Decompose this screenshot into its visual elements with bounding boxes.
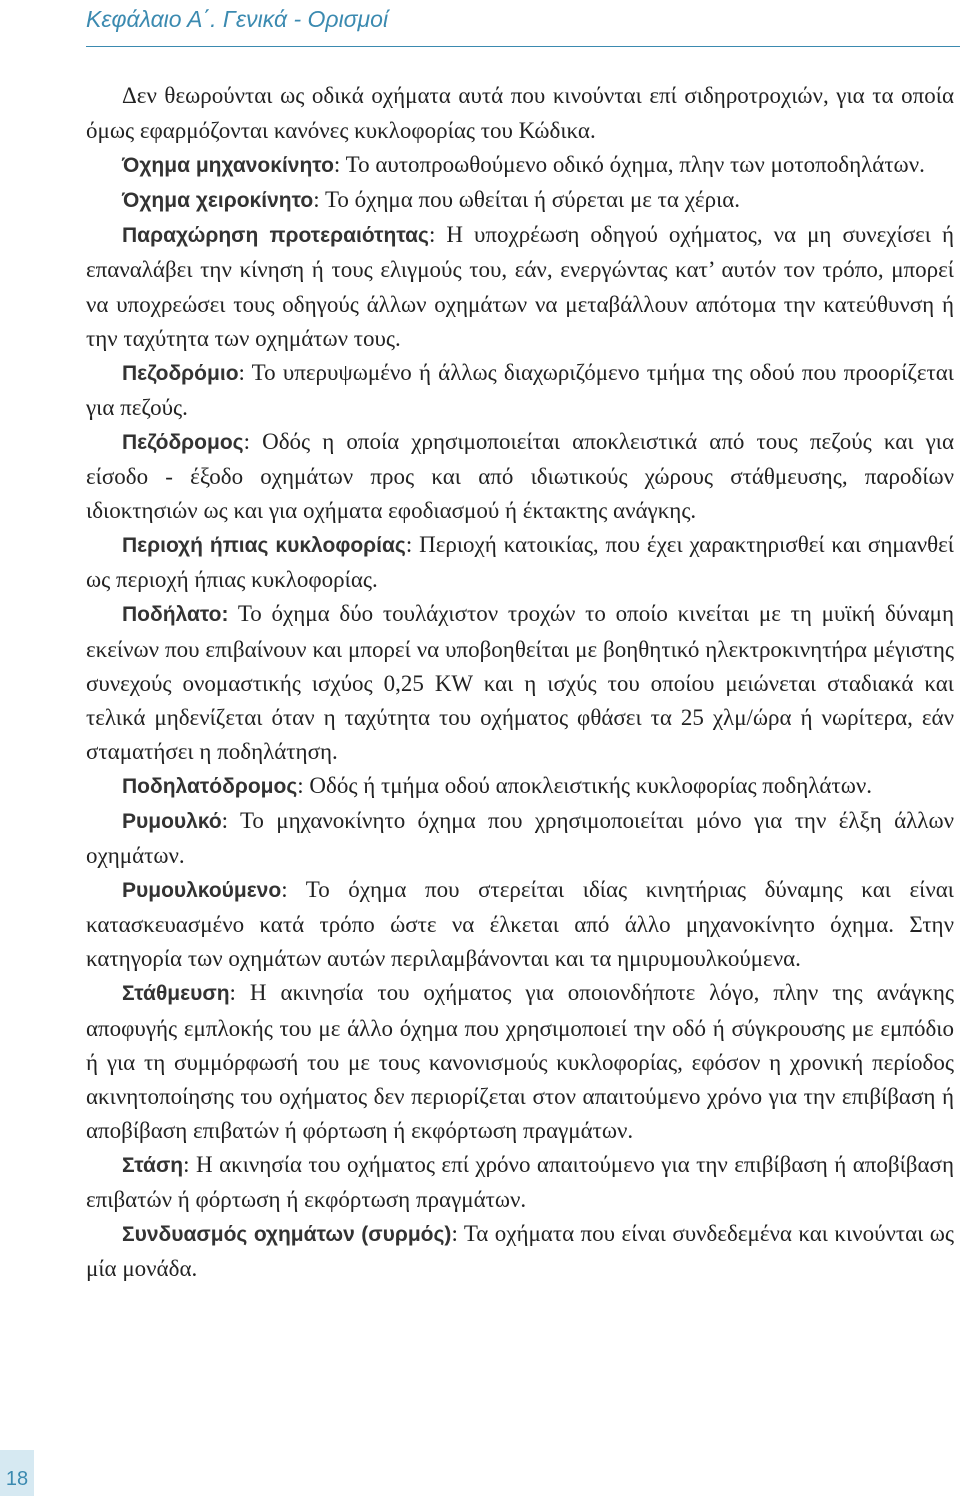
definition-paragraph [86,597,954,768]
page-number: 18 [5,1468,29,1490]
definition-term: Όχημα μηχανοκίνητο [122,154,334,178]
definition-text: : Οδός ή τμήμα οδού αποκλειστικής κυκλοφορίας ποδηλάτων. [297,772,873,798]
definition-term: Παραχώρηση προτεραιότητας [122,224,429,248]
definition-term: Πεζόδρομος [122,430,244,454]
header-divider [86,46,960,47]
definition-text: Το όχημα δύο τουλάχιστον τροχών το οποίο κινείται με τη μυϊκή δύναμη εκείνων που επιβαίνουν και μπορεί να υποβοηθείται με βοηθητικό ηλεκτροκινητήρα μέγιστης συνεχούς ονομαστικής ισχύος 0,25 KW και η ισχύς του οποίου μειώνεται σταδιακά και τελικά μηδενίζεται όταν η ταχύτητα του οχήματος φθάσει τα 25 χλμ/ώρα ή νωρίτερα, εάν σταματήσει η ποδηλάτηση. [86,601,954,764]
definition-text: : Το όχημα που ωθείται ή σύρεται με τα χέρια. [313,187,741,213]
definition-term: Στάθμευση [122,982,230,1006]
definition-text: Δεν θεωρούνται ως οδικά οχήματα αυτά που κινούνται επί σιδηροτροχιών, για τα οποία όμως εφαρμόζονται κανόνες κυκλοφορίας του Κώδικα. [86,83,954,144]
definition-paragraph [86,528,954,597]
definition-text: : Περιοχή κατοικίας, που έχει χαρακτηρισθεί και σημανθεί ως περιοχή ήπιας κυκλοφορίας. [86,532,954,593]
definition-paragraph [86,769,954,804]
definition-text: : Το μηχανοκίνητο όχημα που χρησιμοποιείται μόνο για την έλξη άλλων οχημάτων. [86,807,954,869]
definition-text: : Η υποχρέωση οδηγού οχήματος, να μη συνεχίσει ή επαναλάβει την κίνηση ή τους ελιγμούς του, εάν, ενεργώντας κατ’ αυτόν τον τρόπο, μπορεί να υποχρεώσει τους οδηγούς άλλων οχημάτων να μεταβάλλουν απότομα την κατεύθυνση ή την ταχύτητα των οχημάτων τους. [86,222,954,351]
definition-paragraph [86,976,954,1147]
definition-text: : Το όχημα που στερείται ιδίας κινητήριας δύναμης και είναι κατασκευασμένο κατά τρόπο ώστε να έλκεται από άλλο μηχανοκίνητο όχημα. Στην κατηγορία των οχημάτων αυτών περιλαμβάνονται και τα ημιρυμουλκούμενα. [86,877,954,972]
definition-text: : Τα οχήματα που είναι συνδεδεμένα και κινούνται ως μία μονάδα. [86,1221,954,1282]
definition-term: Ποδήλατο: [122,603,229,627]
definition-term: Ρυμουλκούμενο [122,879,282,903]
chapter-title: Κεφάλαιο Α΄. Γενικά - Ορισμοί [86,6,389,32]
definition-text: : Οδός η οποία χρησιμοποιείται αποκλειστικά από τους πεζούς και για είσοδο - έξοδο οχημάτων προς και από ιδιωτικούς χώρους στάθμευσης, παροδίων ιδιοκτησιών ως και για οχήματα εφοδιασμού ή έκτακτης ανάγκης. [86,428,954,524]
definition-paragraph [86,356,954,425]
definition-term: Ποδηλατόδρομος [122,774,298,798]
definitions-body [86,79,954,1286]
definition-paragraph [86,873,954,976]
definition-term: Πεζοδρόμιο [122,361,239,385]
definition-paragraph [86,425,954,528]
definition-paragraph [86,1148,954,1217]
definition-text: : Το υπερυψωμένο ή άλλως διαχωριζόμενο τμήμα της οδού που προορίζεται για πεζούς. [86,359,954,420]
definition-paragraph [86,218,954,355]
definition-paragraph [86,148,954,183]
definition-term: Στάση [122,1153,184,1177]
definition-term: Όχημα χειροκίνητο [122,189,314,213]
definition-paragraph [86,79,954,148]
definition-text: : Η ακινησία του οχήματος για οποιονδήποτε λόγο, πλην της ανάγκης αποφυγής εμπλοκής του με άλλο όχημα που χρησιμοποιεί την οδό ή σύγκρουσης με εμπόδιο ή για τη συμμόρφωσή του με τους κανονισμούς κυκλοφορίας, εφόσον η χρονική περίοδος ακινητοποίησης του οχήματος δεν περιορίζεται στον απαιτούμενο χρόνο για την επιβίβαση ή αποβίβαση επιβατών ή φόρτωση ή εκφόρτωση πραγμάτων. [86,980,954,1143]
definition-term: Συνδυασμός οχημάτων (συρμός) [122,1223,452,1247]
definition-term: Ρυμουλκό [122,809,222,833]
definition-paragraph [86,804,954,873]
definition-text: : Η ακινησία του οχήματος επί χρόνο απαιτούμενο για την επιβίβαση ή αποβίβαση επιβατών ή φόρτωση ή εκφόρτωση πραγμάτων. [86,1151,954,1212]
definition-term: Περιοχή ήπιας κυκλοφορίας [122,534,406,558]
definition-text: : Το αυτοπροωθούμενο οδικό όχημα, πλην των μοτοποδηλάτων. [333,152,925,178]
definition-paragraph [86,183,954,218]
definition-paragraph [86,1217,954,1286]
